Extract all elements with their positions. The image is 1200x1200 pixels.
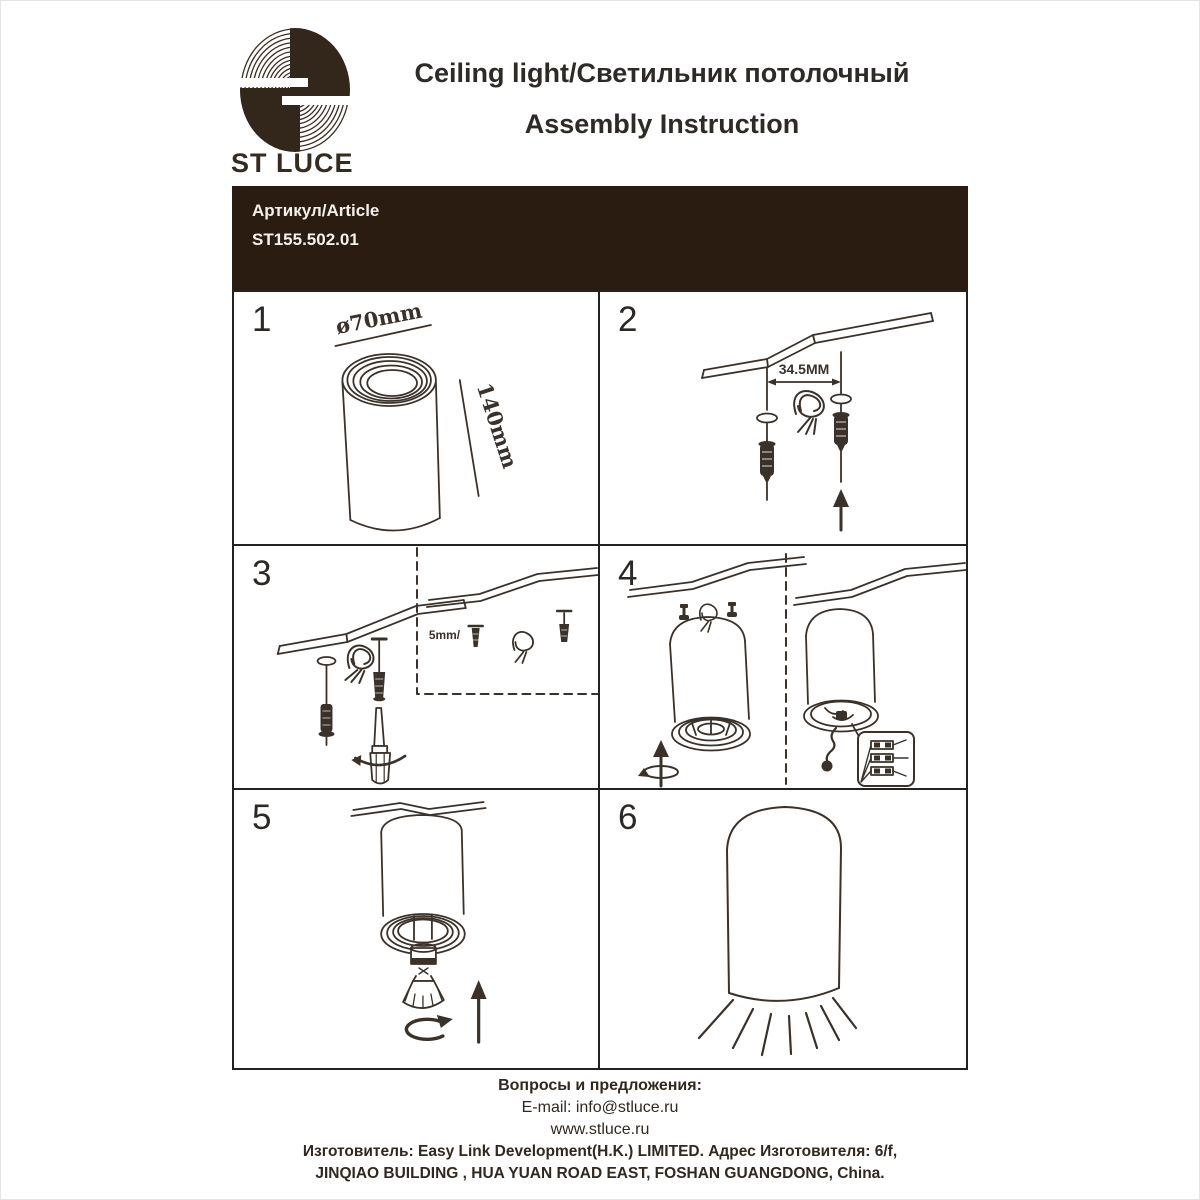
step-3-panel	[234, 546, 600, 790]
page-title: Ceiling light/Светильник потолочный	[414, 58, 910, 88]
article-label: Артикул/Article	[252, 201, 380, 220]
footer-questions-line: Вопросы и предложения:	[498, 1077, 702, 1094]
mounted-cylinder	[670, 617, 750, 751]
light-rays	[699, 998, 856, 1055]
hanging-wire	[827, 728, 836, 764]
step-6-illustration	[600, 790, 966, 1068]
mounted-cylinder	[381, 815, 465, 964]
step-number: 2	[618, 300, 638, 339]
article-bar	[232, 186, 968, 290]
step-3-illustration	[234, 546, 598, 788]
lamp-body	[727, 807, 841, 1001]
step-number: 6	[618, 798, 638, 837]
step-6-panel	[600, 790, 966, 1068]
steps-grid	[232, 290, 968, 1070]
step-4-illustration	[600, 546, 966, 788]
stluce-logo	[238, 26, 352, 156]
height-label: 140mm	[471, 379, 523, 472]
ceiling-line	[628, 557, 806, 597]
screwdriver-icon	[355, 708, 405, 784]
footer-manufacturer-line1: Изготовитель: Easy Link Development(H.K.) LIMITED. Адрес Изготовителя: 6/f,	[302, 1143, 898, 1160]
lamp-cylinder	[342, 354, 439, 531]
footer-manufacturer-line2: JINQIAO BUILDING , HUA YUAN ROAD EAST, FOSHAN GUANGDONG, China.	[315, 1165, 885, 1182]
rotation-arrow-icon	[406, 1019, 442, 1039]
brand-name: ST LUCE	[231, 148, 354, 178]
diameter-label: ø70mm	[333, 297, 424, 339]
drill-size-label: 5mm/	[428, 627, 461, 643]
footer	[0, 1074, 1200, 1185]
footer-email: E-mail: info@stluce.ru	[521, 1099, 679, 1116]
step-1-illustration	[234, 292, 598, 544]
page-subtitle: Assembly Instruction	[524, 109, 800, 139]
title-block	[356, 58, 968, 140]
step-4-panel	[600, 546, 966, 790]
wire-icon	[345, 646, 373, 683]
step-5-illustration	[234, 790, 598, 1068]
step-2-illustration	[600, 292, 966, 544]
step-number: 4	[618, 554, 638, 593]
article-number: ST155.502.01	[252, 230, 359, 249]
inset-wire-icon	[513, 632, 533, 663]
distance-label: 34.5MM	[778, 361, 830, 377]
bulb-icon	[403, 968, 444, 1008]
inset-screw-2-icon	[557, 611, 571, 624]
footer-website: www.stluce.ru	[550, 1121, 650, 1138]
step-number: 5	[252, 798, 272, 837]
step-number: 3	[252, 554, 272, 593]
step-2-panel	[600, 292, 966, 546]
logo-rings	[238, 26, 352, 156]
ceiling-line-right	[794, 563, 966, 605]
step-1-panel	[234, 292, 600, 546]
screw-icon	[372, 639, 386, 672]
step-5-panel	[234, 790, 600, 1068]
ceiling-line	[351, 802, 485, 816]
wire-icon	[794, 391, 824, 434]
step-number: 1	[252, 300, 272, 339]
rotate-up-arrow-icon	[644, 752, 678, 786]
